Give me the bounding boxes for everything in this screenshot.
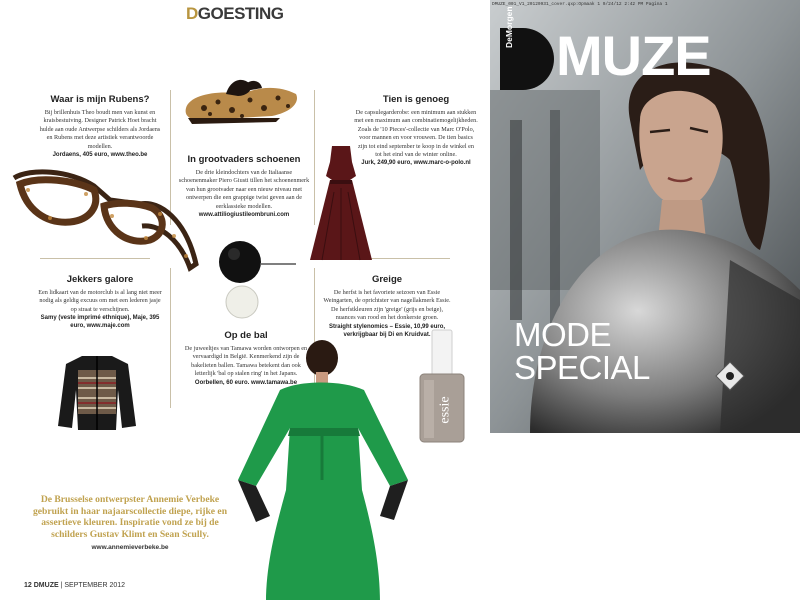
- article-credit: Straight stylenomics – Essie, 10,99 euro, verkrijgbaar bij Di en Kruidvat.: [328, 323, 446, 338]
- cover-file-info: DMUZE_001_V1_20120931_cover.qxp:Opmaak 1 9/24/12 2:42 PM Pagina 1: [492, 2, 668, 7]
- article-title: In grootvaders schoenen: [187, 154, 301, 165]
- article-genoeg: [354, 94, 478, 167]
- article-title: Op de bal: [224, 330, 268, 341]
- article-body: De drie kleindochters van de Italiaanse schoenenmaker Piero Giusti tillen het schoenenmerk van hun grootvader naar een nieuw niveau met ontwerpen die een grappige twist geven aan de eerklassieke modellen.: [178, 169, 310, 210]
- annemie-url: www.annemieverbeke.be: [91, 544, 169, 551]
- article-body: Bij brillenhuis Theo boudt men van kunst en kraisbestuiving. Designer Patrick Hoet bracht hulde aan oude Antwerpse schilders als Jordaens en Rubens met deze artistiek verantwoorde modellen.: [39, 109, 161, 150]
- article-credit: Oorbellen, 60 euro. www.tamawa.be: [194, 379, 298, 386]
- section-logo: DGOESTING: [186, 4, 284, 23]
- article-body: De juweeltjes van Tamawa worden ontworpen en vervaardigd in België. Kenmerkend zijn de bakelieten ballen. Tamawa betekent dan ook letterlijk 'bal op stalen ring' in het Japans.: [184, 345, 308, 378]
- red-dress-image: [310, 142, 372, 264]
- article-credit: Jurk, 249,90 euro, www.marc-o-polo.nl: [361, 160, 471, 167]
- article-title: Waar is mijn Rubens?: [50, 94, 150, 105]
- article-title: Tien is genoeg: [382, 94, 450, 105]
- article-body: De capsulegarderobe: een minimum aan stukken met een maximum aan combinatiemogelijkheden. Zoals de '10 Pieces'-collectie van Marc O'Polo, voor mannen en voor vrouwen. De tien basics zijn tot eind september te koop in de winkel en tot het eind van de winter online.: [354, 109, 478, 159]
- article-credit: Samy (veste imprimé ethnique), Maje, 395 euro, www.maje.com: [40, 315, 160, 330]
- article-credit: Jordaens, 405 euro, www.theo.be: [52, 152, 148, 159]
- footer-magazine: DMUZE: [33, 582, 59, 589]
- annemie-text: De Brusselse ontwerpster Annemie Verbeke gebruikt in haar najaarscollectie diepe, rijke en assertieve kleuren. Inspiratie vond ze bij de schilders Gustav Klimt en Sean Scully.: [32, 494, 228, 540]
- green-dress-model-image: [230, 340, 420, 600]
- page-footer: 12 DMUZE | SEPTEMBER 2012: [24, 582, 126, 589]
- leather-jacket-image: [56, 350, 138, 432]
- cover-headline: [514, 318, 650, 384]
- article-rubens: [38, 94, 162, 159]
- article-body: Een lidkaart van de motorclub is al lang niet meer nodig als geldig excuus om met een lederen jasje op straat te verschijnen.: [38, 289, 162, 313]
- headline-line-2: SPECIAL: [514, 349, 650, 386]
- article-title: Greige: [371, 274, 403, 285]
- article-jekkers: [38, 274, 162, 330]
- muze-logo: MUZE: [556, 24, 711, 87]
- article-credit: www.attiliogiustileombruni.com: [198, 212, 290, 219]
- essie-nail-polish-image: [412, 328, 472, 444]
- annemie-verbeke-quote: [30, 494, 230, 554]
- demorgen-logo-text: DeMorgen: [504, 6, 514, 48]
- column-divider: [170, 268, 171, 408]
- tortoiseshell-glasses-image: [10, 160, 200, 280]
- page-number: 12: [24, 582, 32, 589]
- article-title: Jekkers galore: [66, 274, 134, 285]
- footer-date: SEPTEMBER 2012: [64, 582, 126, 589]
- headline-line-1: MODE: [514, 316, 611, 353]
- polish-brand-label: essie: [437, 396, 453, 424]
- magazine-cover: [490, 0, 800, 433]
- leopard-shoe-image: [180, 72, 302, 130]
- article-body: De herfst is het favoriete seizoen van Essie Weingarten, de oprichtster van nagellakmerk Essie. De herfstkleuren zijn 'greige' (grijs en beige), nuances van rood en het donkerste groen.: [323, 289, 451, 322]
- bakelite-earrings-image: [216, 238, 296, 320]
